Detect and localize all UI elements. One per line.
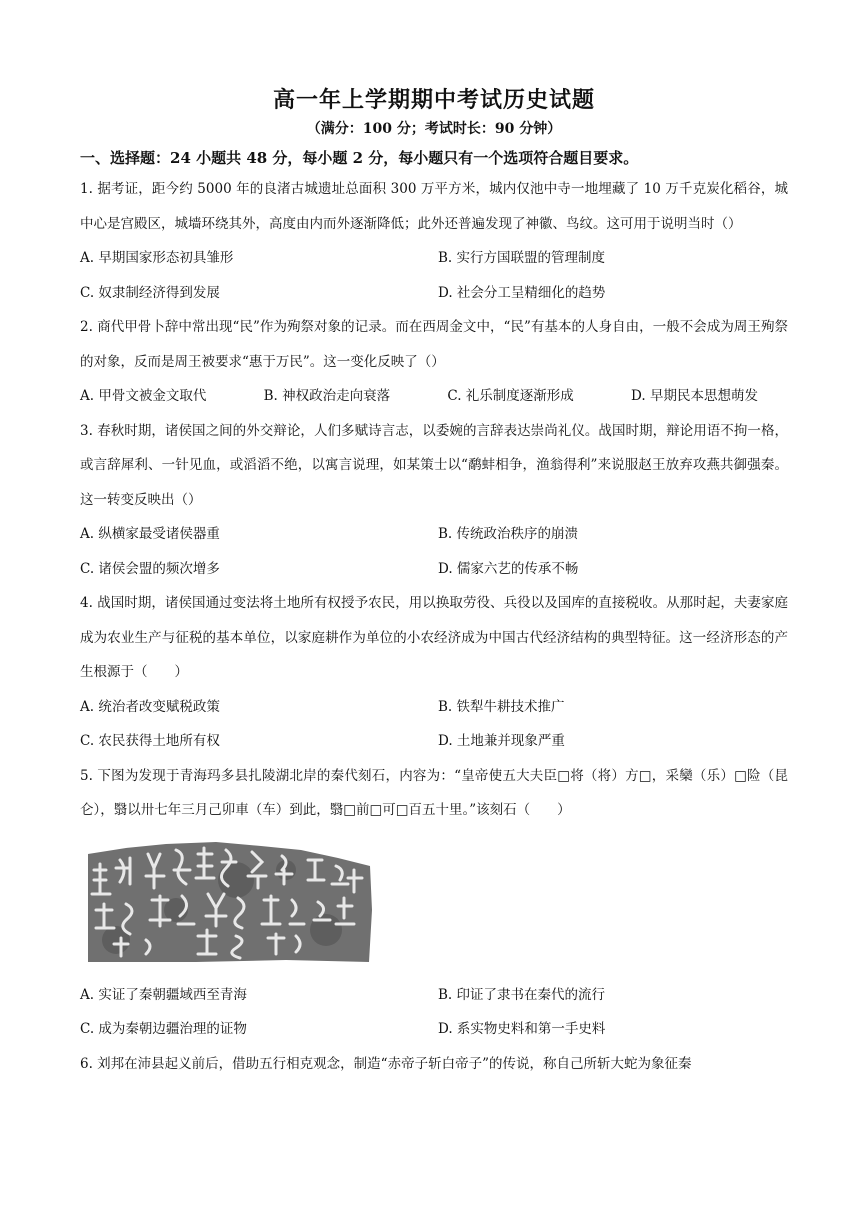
- option-c: C. 诸侯会盟的频次增多: [80, 560, 220, 577]
- option-c: C. 礼乐制度逐渐形成: [447, 388, 574, 404]
- question-stem: 3. 春秋时期，诸侯国之间的外交辩论，人们多赋诗言志，以委婉的言辞表达崇尚礼仪。战国时期，辩论用语不拘一格，或言辞犀利、一针见血，或滔滔不绝，以寓言说理，如某策士以“鹬蚌相争，渔翁得利”来说服赵王放弃攻燕共御强秦。这一转变反映出（）: [80, 422, 788, 508]
- question-stem: 5. 下图为发现于青海玛多县扎陵湖北岸的秦代刻石，内容为：“皇帝使五大夫臣□将（将）方□，采欒（乐）□险（昆仑），翳以卅七年三月己卯車（车）到此，翳□前□可□百五十里。”该刻石（ ）: [80, 767, 788, 818]
- options-grid: [80, 517, 788, 586]
- options-grid: [80, 241, 788, 310]
- stone-inscription-image: [86, 840, 372, 964]
- option-d: D. 土地兼并现象严重: [438, 733, 565, 749]
- option-a: A. 统治者改变赋税政策: [80, 698, 220, 715]
- section-heading: 一、选择题：24 小题共 48 分，每小题 2 分，每小题只有一个选项符合题目要求。: [80, 149, 639, 167]
- option-c: C. 农民获得土地所有权: [80, 733, 220, 749]
- question-stem: 4. 战国时期，诸侯国通过变法将土地所有权授予农民，用以换取劳役、兵役以及国库的直接税收。从那时起，夫妻家庭成为农业生产与征税的基本单位，以家庭耕作为单位的小农经济成为中国古代经济结构的典型特征。这一经济形态的产生根源于（ ）: [80, 595, 788, 680]
- option-d: D. 儒家六艺的传承不畅: [438, 560, 579, 577]
- question-6: [80, 1047, 788, 1082]
- option-a: A. 实证了秦朝疆域西至青海: [80, 986, 247, 1003]
- question-stem: 6. 刘邦在沛县起义前后，借助五行相克观念，制造“赤帝子斩白帝子”的传说，称自己所斩大蛇为象征秦: [80, 1055, 692, 1072]
- question-2: [80, 310, 788, 414]
- option-b: B. 实行方国联盟的管理制度: [438, 250, 606, 266]
- option-d: D. 系实物史料和第一手史料: [438, 1021, 606, 1037]
- option-b: B. 铁犁牛耕技术推广: [438, 698, 565, 715]
- option-b: B. 神权政治走向衰落: [263, 388, 391, 404]
- option-d: D. 早期民本思想萌发: [631, 388, 758, 404]
- page-title: 高一年上学期期中考试历史试题: [272, 87, 595, 113]
- question-4: [80, 586, 788, 759]
- question-3: [80, 414, 788, 587]
- option-d: D. 社会分工呈精细化的趋势: [438, 284, 606, 301]
- option-b: B. 印证了隶书在秦代的流行: [438, 986, 606, 1003]
- option-b: B. 传统政治秩序的崩溃: [438, 526, 579, 542]
- question-5: [80, 759, 788, 1047]
- question-stem: 2. 商代甲骨卜辞中常出现“民”作为殉祭对象的记录。而在西周金文中，“民”有基本的人身自由，一般不会成为周王殉祭的对象，反而是周王被要求“惠于万民”。这一变化反映了（）: [80, 319, 788, 370]
- question-1: [80, 172, 788, 310]
- options-row: [80, 379, 788, 414]
- option-c: C. 奴隶制经济得到发展: [80, 284, 220, 301]
- question-stem: 1. 据考证，距今约 5000 年的良渚古城遗址总面积 300 万平方米，城内仅池中寺一地埋藏了 10 万千克炭化稻谷，城中心是宫殿区，城墙环绕其外，高度由内而外逐渐降低；此外还普遍发现了神徽、鸟纹。这可用于说明当时（）: [80, 181, 788, 232]
- option-a: A. 早期国家形态初具雏形: [80, 250, 234, 266]
- exam-subtitle: （满分：100 分；考试时长：90 分钟）: [306, 121, 562, 137]
- option-c: C. 成为秦朝边疆治理的证物: [80, 1021, 247, 1037]
- option-a: A. 甲骨文被金文取代: [80, 388, 207, 404]
- option-a: A. 纵横家最受诸侯器重: [80, 526, 220, 542]
- options-grid: [80, 690, 788, 759]
- options-grid: [80, 978, 788, 1047]
